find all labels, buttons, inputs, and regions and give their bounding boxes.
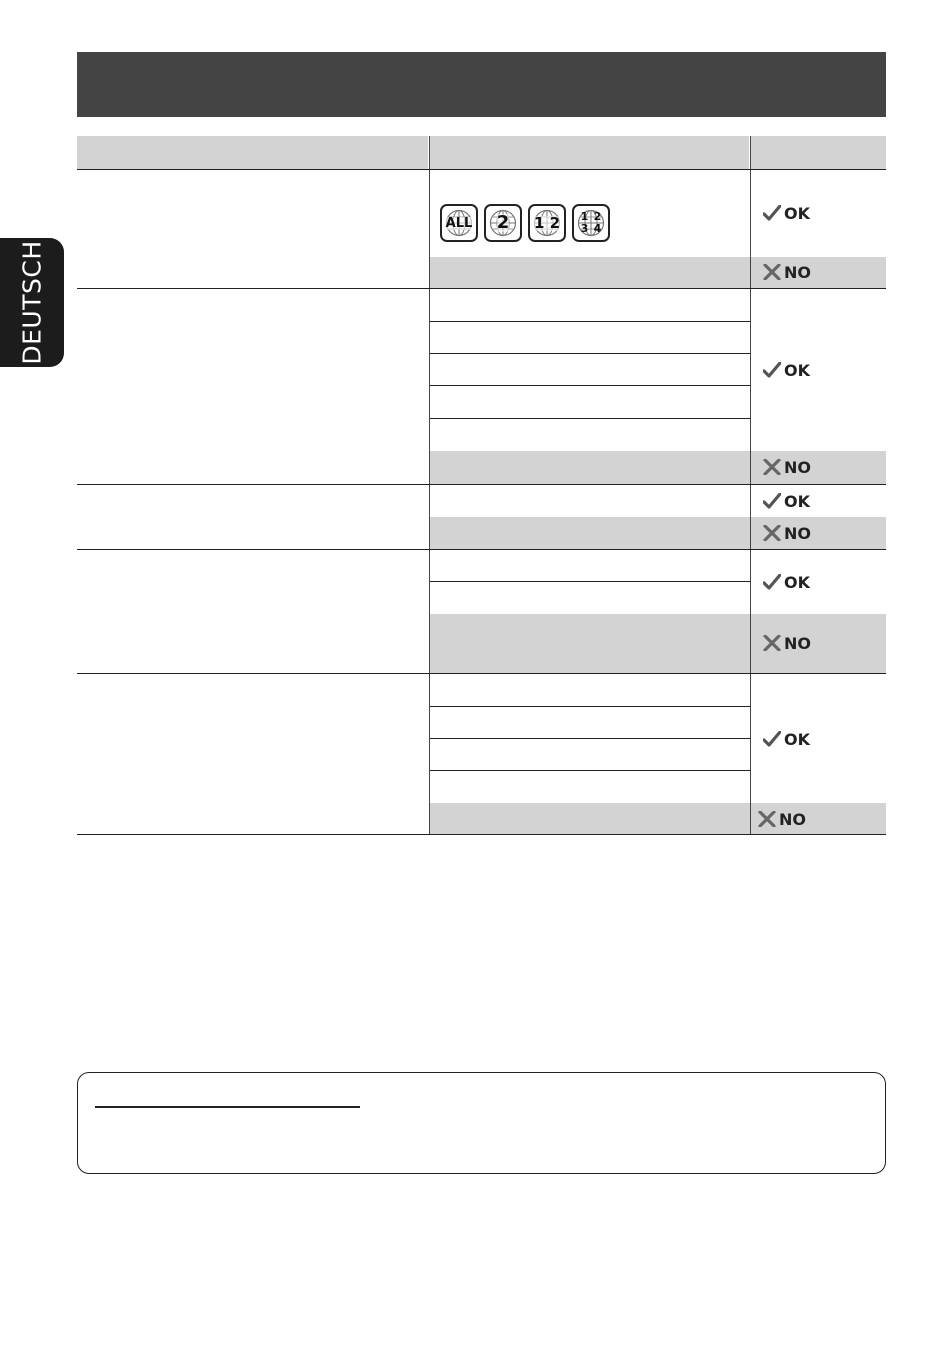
row-separator: [430, 706, 750, 707]
region-1-2-label: 1 2: [533, 213, 561, 232]
row-separator: [430, 581, 750, 582]
language-tab-label: DEUTSCH: [17, 240, 47, 365]
check-icon: [763, 205, 781, 221]
status-ok: [763, 360, 810, 380]
region-all-icon: [440, 204, 478, 242]
check-icon: [763, 574, 781, 590]
group-separator: [77, 673, 886, 674]
status-ok-label: OK: [784, 729, 810, 749]
region-digit: 3: [580, 222, 589, 235]
group-separator: [77, 549, 886, 550]
note-box: [77, 1072, 886, 1174]
region-digit: 4: [593, 222, 602, 235]
region-digit: 2: [593, 210, 602, 223]
group-separator: [77, 169, 886, 170]
title-bar: [77, 52, 886, 117]
check-icon: [763, 731, 781, 747]
region-1-2-3-4-icon: [572, 204, 610, 242]
header-cell-2: [430, 136, 749, 169]
row-separator: [430, 321, 750, 322]
status-no: [758, 809, 806, 829]
cross-icon: [763, 459, 781, 475]
region-all-label: ALL: [445, 215, 473, 231]
region-digit: 1: [580, 210, 589, 223]
no-row-3: [430, 517, 886, 549]
cross-icon: [758, 811, 776, 827]
no-row-5: [430, 803, 886, 834]
group-separator: [77, 288, 886, 289]
status-no: [763, 633, 811, 653]
status-no-label: NO: [784, 262, 811, 282]
row-separator: [430, 738, 750, 739]
status-ok: [763, 203, 810, 223]
check-icon: [763, 493, 781, 509]
status-no-label: NO: [784, 457, 811, 477]
no-row-2: [430, 451, 886, 484]
region-1-2-icon: [528, 204, 566, 242]
row-separator: [430, 418, 750, 419]
row-separator: [430, 385, 750, 386]
status-ok-label: OK: [784, 203, 810, 223]
status-ok: [763, 491, 810, 511]
cross-icon: [763, 264, 781, 280]
status-no-label: NO: [779, 809, 806, 829]
status-no-label: NO: [784, 523, 811, 543]
cross-icon: [763, 635, 781, 651]
header-cell-1: [77, 136, 428, 169]
status-ok-label: OK: [784, 491, 810, 511]
row-separator: [430, 770, 750, 771]
status-no: [763, 457, 811, 477]
region-2-label: 2: [496, 212, 510, 233]
column-divider-1: [429, 136, 430, 834]
status-ok-label: OK: [784, 360, 810, 380]
status-ok: [763, 729, 810, 749]
region-quad-digits: [578, 211, 604, 235]
column-divider-2: [750, 136, 751, 834]
group-separator: [77, 834, 886, 835]
status-no: [763, 523, 811, 543]
status-no-label: NO: [784, 633, 811, 653]
status-no: [763, 262, 811, 282]
group-separator: [77, 484, 886, 485]
region-2-icon: [484, 204, 522, 242]
region-code-icons: [440, 204, 610, 242]
status-ok-label: OK: [784, 572, 810, 592]
no-row-4: [430, 614, 886, 673]
language-tab: [0, 238, 64, 367]
row-separator: [430, 353, 750, 354]
note-heading-underline: [95, 1106, 360, 1108]
status-ok: [763, 572, 810, 592]
check-icon: [763, 362, 781, 378]
header-cell-3: [751, 136, 886, 169]
cross-icon: [763, 525, 781, 541]
no-row-1: [430, 257, 886, 288]
